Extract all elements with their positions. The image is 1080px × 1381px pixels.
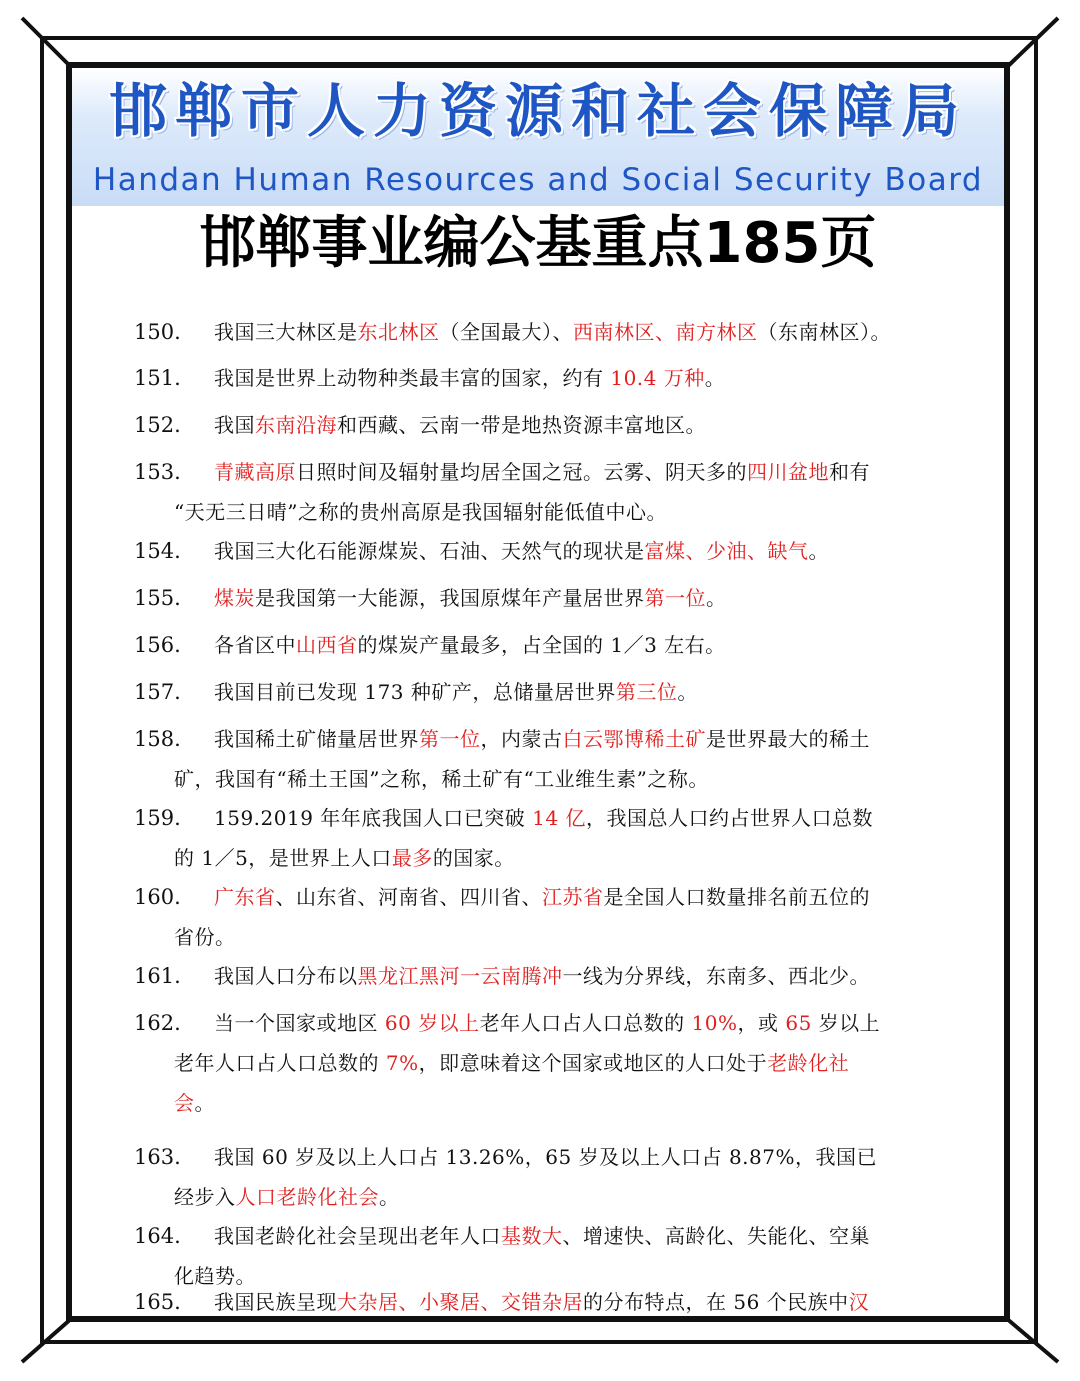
- text-run: 和西藏、云南一带是地热资源丰富地区。: [337, 413, 706, 437]
- text-run: 。: [704, 366, 726, 390]
- highlighted-text: 10.4 万种: [610, 366, 705, 390]
- item-number: 157.: [134, 680, 181, 704]
- highlighted-text: 富煤、少油、缺气: [644, 539, 809, 563]
- item-text-line: [214, 312, 891, 352]
- highlighted-text: 基数大: [501, 1224, 563, 1248]
- item-number: 159.: [134, 806, 181, 830]
- text-run: 各省区中: [214, 633, 296, 657]
- text-run: 、山东省、河南省、四川省、: [275, 885, 542, 909]
- text-run: 的国家。: [432, 846, 515, 870]
- highlighted-text: 东北林区: [357, 320, 440, 344]
- document-page: [66, 62, 1010, 1322]
- highlighted-text: 最多: [391, 846, 433, 870]
- text-run: 我国民族呈现: [214, 1290, 337, 1314]
- text-run: 、增速快、高龄化、失能化、空巢: [562, 1224, 870, 1248]
- item-text-line: [174, 492, 667, 532]
- text-run: 日照时间及辐射量均居全国之冠。云雾、阴天多的: [296, 460, 747, 484]
- highlighted-text: 黑龙江黑河一云南腾冲: [357, 964, 563, 988]
- item-number: 164.: [134, 1224, 181, 1248]
- item-text-line: [174, 1083, 215, 1123]
- banner-title-en: Handan Human Resources and Social Security Board: [92, 162, 984, 198]
- highlighted-text: 65: [785, 1011, 812, 1035]
- page-title: 邯郸事业编公基重点185页: [199, 211, 877, 276]
- text-run: 我国三大林区是: [214, 320, 358, 344]
- text-run: 我国稀土矿储量居世界: [214, 727, 419, 751]
- item-text-line: [214, 531, 829, 571]
- item-number: 153.: [134, 460, 181, 484]
- highlighted-text: 东南沿海: [255, 413, 337, 437]
- item-text-line: [214, 452, 870, 492]
- highlighted-text: 煤炭: [214, 586, 255, 610]
- text-run: ，内蒙古: [480, 727, 563, 751]
- text-run: 。: [706, 586, 727, 610]
- highlighted-text: 第三位: [615, 680, 678, 704]
- text-run: 岁以上: [811, 1011, 881, 1035]
- text-run: 矿，我国有“稀土王国”之称，稀土矿有“工业维生素”之称。: [174, 767, 709, 791]
- text-run: 我国老龄化社会呈现出老年人口: [214, 1224, 501, 1248]
- text-run: 我国 60 岁及以上人口占 13.26%，65 岁及以上人口占 8.87%，我国已: [214, 1145, 877, 1169]
- item-text-line: [214, 719, 870, 759]
- item-number: 152.: [134, 413, 181, 437]
- text-run: 老年人口占人口总数的: [174, 1051, 386, 1075]
- text-run: 老年人口占人口总数的: [479, 1011, 692, 1035]
- item-number: 158.: [134, 727, 181, 751]
- highlighted-text: 60 岁以上: [384, 1011, 480, 1035]
- text-run: 的煤炭产量最多，占全国的 1／3 左右。: [357, 633, 726, 657]
- item-number: 162.: [134, 1011, 181, 1035]
- text-run: 。: [194, 1091, 215, 1115]
- item-text-line: [214, 672, 698, 712]
- item-text-line: [214, 798, 873, 838]
- text-run: 是全国人口数量排名前五位的: [603, 885, 870, 909]
- item-text-line: [214, 1137, 877, 1177]
- banner-title-cn: 邯郸市人力资源和社会保障局: [108, 77, 967, 145]
- item-text-line: [214, 956, 870, 996]
- highlighted-text: 江苏省: [542, 885, 604, 909]
- text-run: 。: [808, 539, 829, 563]
- item-number: 160.: [134, 885, 181, 909]
- item-text-line: [174, 1177, 400, 1217]
- highlighted-text: 7%: [385, 1051, 419, 1075]
- text-run: ，即意味着这个国家或地区的人口处于: [418, 1051, 768, 1075]
- text-run: 是世界最大的稀土: [706, 727, 870, 751]
- item-number: 165.: [134, 1290, 181, 1314]
- highlighted-text: 青藏高原: [214, 460, 296, 484]
- text-run: 省份。: [174, 925, 236, 949]
- text-run: 的分布特点，在 56 个民族中: [583, 1290, 849, 1314]
- item-text-line: [174, 917, 236, 957]
- highlighted-text: 人口老龄化社会: [235, 1185, 379, 1209]
- highlighted-text: 老龄化社: [767, 1051, 850, 1075]
- item-text-line: [214, 625, 726, 665]
- text-run: 159.2019 年年底我国人口已突破: [214, 806, 533, 830]
- text-run: 经步入: [174, 1185, 236, 1209]
- text-run: ，我国总人口约占世界人口总数: [585, 806, 873, 830]
- item-text-line: [214, 358, 725, 398]
- text-run: （全国最大）、: [439, 320, 573, 344]
- item-number: 156.: [134, 633, 181, 657]
- text-run: 和有: [829, 460, 870, 484]
- text-run: 我国三大化石能源煤炭、石油、天然气的现状是: [214, 539, 645, 563]
- item-text-line: [214, 1282, 869, 1322]
- item-number: 163.: [134, 1145, 181, 1169]
- item-text-line: [214, 405, 706, 445]
- highlighted-text: 大杂居、小聚居、交错杂居: [337, 1290, 583, 1314]
- highlighted-text: 10%: [691, 1011, 738, 1035]
- text-run: ，或: [737, 1011, 786, 1035]
- highlighted-text: 广东省: [214, 885, 276, 909]
- text-run: 我国目前已发现 173 种矿产，总储量居世界: [214, 680, 616, 704]
- item-number: 150.: [134, 320, 181, 344]
- item-text-line: [214, 578, 727, 618]
- header-banner: [72, 68, 1004, 206]
- text-run: 化趋势。: [174, 1264, 256, 1288]
- text-run: （东南林区）。: [757, 320, 891, 344]
- item-text-line: [214, 877, 870, 917]
- item-number: 155.: [134, 586, 181, 610]
- highlighted-text: 第一位: [419, 727, 481, 751]
- highlighted-text: 山西省: [296, 633, 358, 657]
- text-run: 。: [677, 680, 698, 704]
- text-run: 当一个国家或地区: [214, 1011, 385, 1035]
- text-run: 。: [379, 1185, 400, 1209]
- item-text-line: [174, 1043, 849, 1083]
- highlighted-text: 四川盆地: [747, 460, 829, 484]
- item-text-line: [214, 1003, 880, 1043]
- item-number: 151.: [134, 366, 181, 390]
- text-run: 我国是世界上动物种类最丰富的国家，约有: [214, 366, 611, 390]
- item-text-line: [214, 1216, 870, 1256]
- text-run: 是我国第一大能源，我国原煤年产量居世界: [255, 586, 645, 610]
- item-number: 161.: [134, 964, 181, 988]
- item-number: 154.: [134, 539, 181, 563]
- text-run: 一线为分界线，东南多、西北少。: [562, 964, 870, 988]
- highlighted-text: 第一位: [644, 586, 706, 610]
- highlighted-text: 14 亿: [532, 806, 586, 830]
- highlighted-text: 白云鄂博稀土矿: [562, 727, 706, 751]
- item-text-line: [174, 759, 709, 799]
- item-text-line: [174, 838, 515, 878]
- text-run: “天无三日晴”之称的贵州高原是我国辐射能低值中心。: [174, 500, 667, 524]
- text-run: 我国人口分布以: [214, 964, 358, 988]
- highlighted-text: 汉: [848, 1290, 870, 1314]
- text-run: 我国: [214, 413, 255, 437]
- highlighted-text: 会: [174, 1091, 195, 1115]
- text-run: 的 1／5，是世界上人口: [174, 846, 392, 870]
- highlighted-text: 西南林区、南方林区: [573, 320, 758, 344]
